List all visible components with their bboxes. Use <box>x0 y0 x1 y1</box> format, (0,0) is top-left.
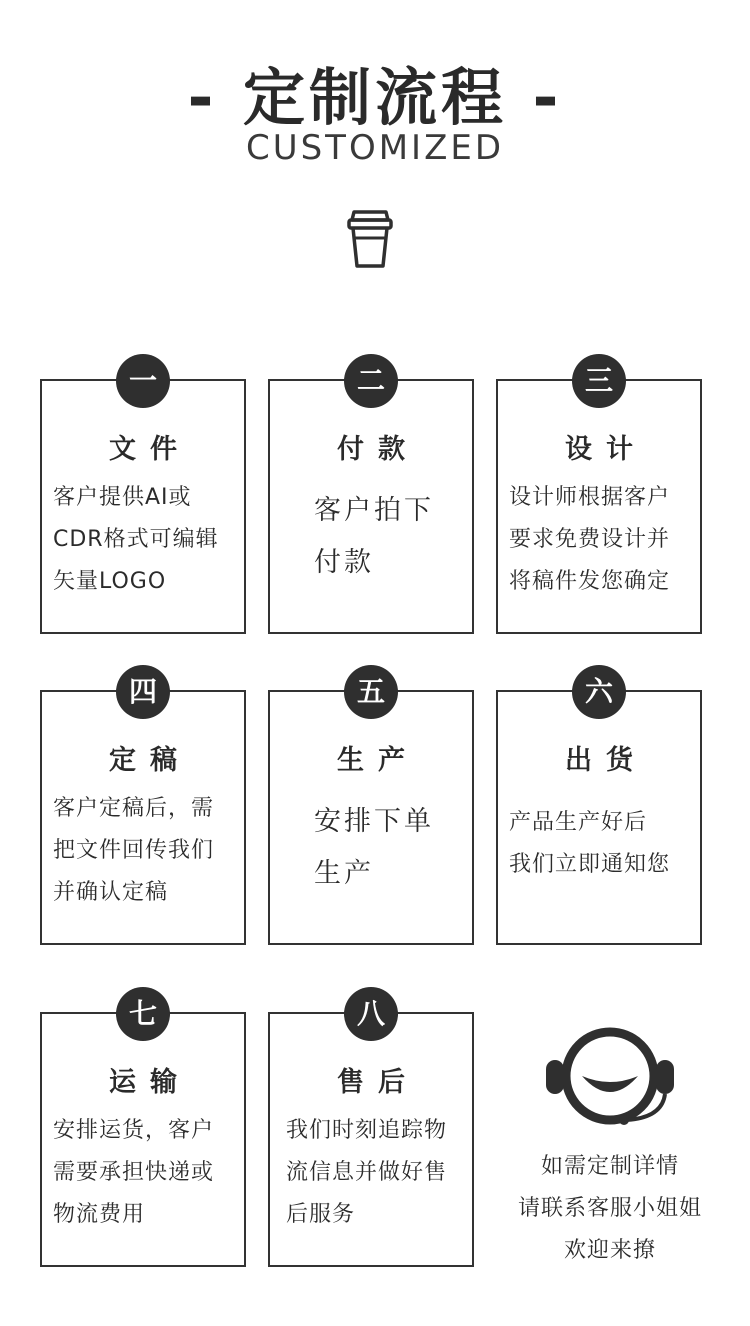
step-description <box>509 802 695 886</box>
page-subtitle: CUSTOMIZED <box>245 128 505 168</box>
step-line: 设计师根据客户 <box>509 485 671 510</box>
step-card-6 <box>496 675 702 945</box>
step-title: 设计 <box>565 434 647 465</box>
step-line: 我们立即通知您 <box>509 852 671 877</box>
page-title: - 定制流程 - <box>187 61 563 134</box>
step-description <box>314 796 500 900</box>
step-line: 客户定稿后，需 <box>53 796 215 821</box>
step-line: CDR格式可编辑 <box>53 527 219 552</box>
step-card-7 <box>40 997 246 1267</box>
step-number-badge: 三 <box>572 354 626 408</box>
step-number-badge: 二 <box>344 354 398 408</box>
step-line: 生产 <box>314 858 374 889</box>
step-description <box>314 485 500 589</box>
support-line: 欢迎来撩 <box>563 1238 656 1263</box>
step-line: 安排运货，客户 <box>53 1118 215 1143</box>
step-description <box>53 477 239 603</box>
step-line: 把文件回传我们 <box>53 838 215 863</box>
step-card-2 <box>268 364 474 634</box>
step-line: 流信息并做好售 <box>286 1160 448 1185</box>
step-title: 售后 <box>337 1067 419 1098</box>
step-title: 运输 <box>109 1067 191 1098</box>
step-card-3 <box>496 364 702 634</box>
step-number-badge: 四 <box>116 665 170 719</box>
step-line: 产品生产好后 <box>509 810 648 835</box>
step-line: 付款 <box>314 547 374 578</box>
step-description <box>53 1110 239 1236</box>
step-line: 我们时刻追踪物 <box>286 1118 448 1143</box>
step-line: 客户提供AI或 <box>53 485 192 510</box>
step-number-badge: 五 <box>344 665 398 719</box>
step-title: 付款 <box>337 434 419 465</box>
step-title: 出货 <box>565 745 647 776</box>
step-line: 矢量LOGO <box>53 569 167 594</box>
customer-service-headset-icon <box>544 1018 676 1126</box>
step-card-5 <box>268 675 474 945</box>
step-line: 客户拍下 <box>314 495 434 526</box>
step-line: 将稿件发您确定 <box>509 569 671 594</box>
coffee-cup-icon <box>344 206 396 270</box>
step-title: 文件 <box>109 434 191 465</box>
step-description <box>286 1110 472 1236</box>
step-number-badge: 一 <box>116 354 170 408</box>
step-line: 安排下单 <box>314 806 434 837</box>
step-title: 定稿 <box>109 745 191 776</box>
step-title: 生产 <box>337 745 419 776</box>
step-number-badge: 七 <box>116 987 170 1041</box>
step-number-badge: 八 <box>344 987 398 1041</box>
step-card-1 <box>40 364 246 634</box>
step-description <box>53 788 239 914</box>
step-card-4 <box>40 675 246 945</box>
support-line: 请联系客服小姐姐 <box>517 1196 702 1221</box>
step-description <box>509 477 695 603</box>
support-line: 如需定制详情 <box>540 1154 679 1179</box>
step-line: 后服务 <box>286 1202 356 1227</box>
contact-support-text <box>490 1146 730 1272</box>
step-number-badge: 六 <box>572 665 626 719</box>
step-line: 需要承担快递或 <box>53 1160 215 1185</box>
step-card-8 <box>268 997 474 1267</box>
step-line: 要求免费设计并 <box>509 527 671 552</box>
step-line: 物流费用 <box>53 1202 146 1227</box>
step-line: 并确认定稿 <box>53 880 169 905</box>
